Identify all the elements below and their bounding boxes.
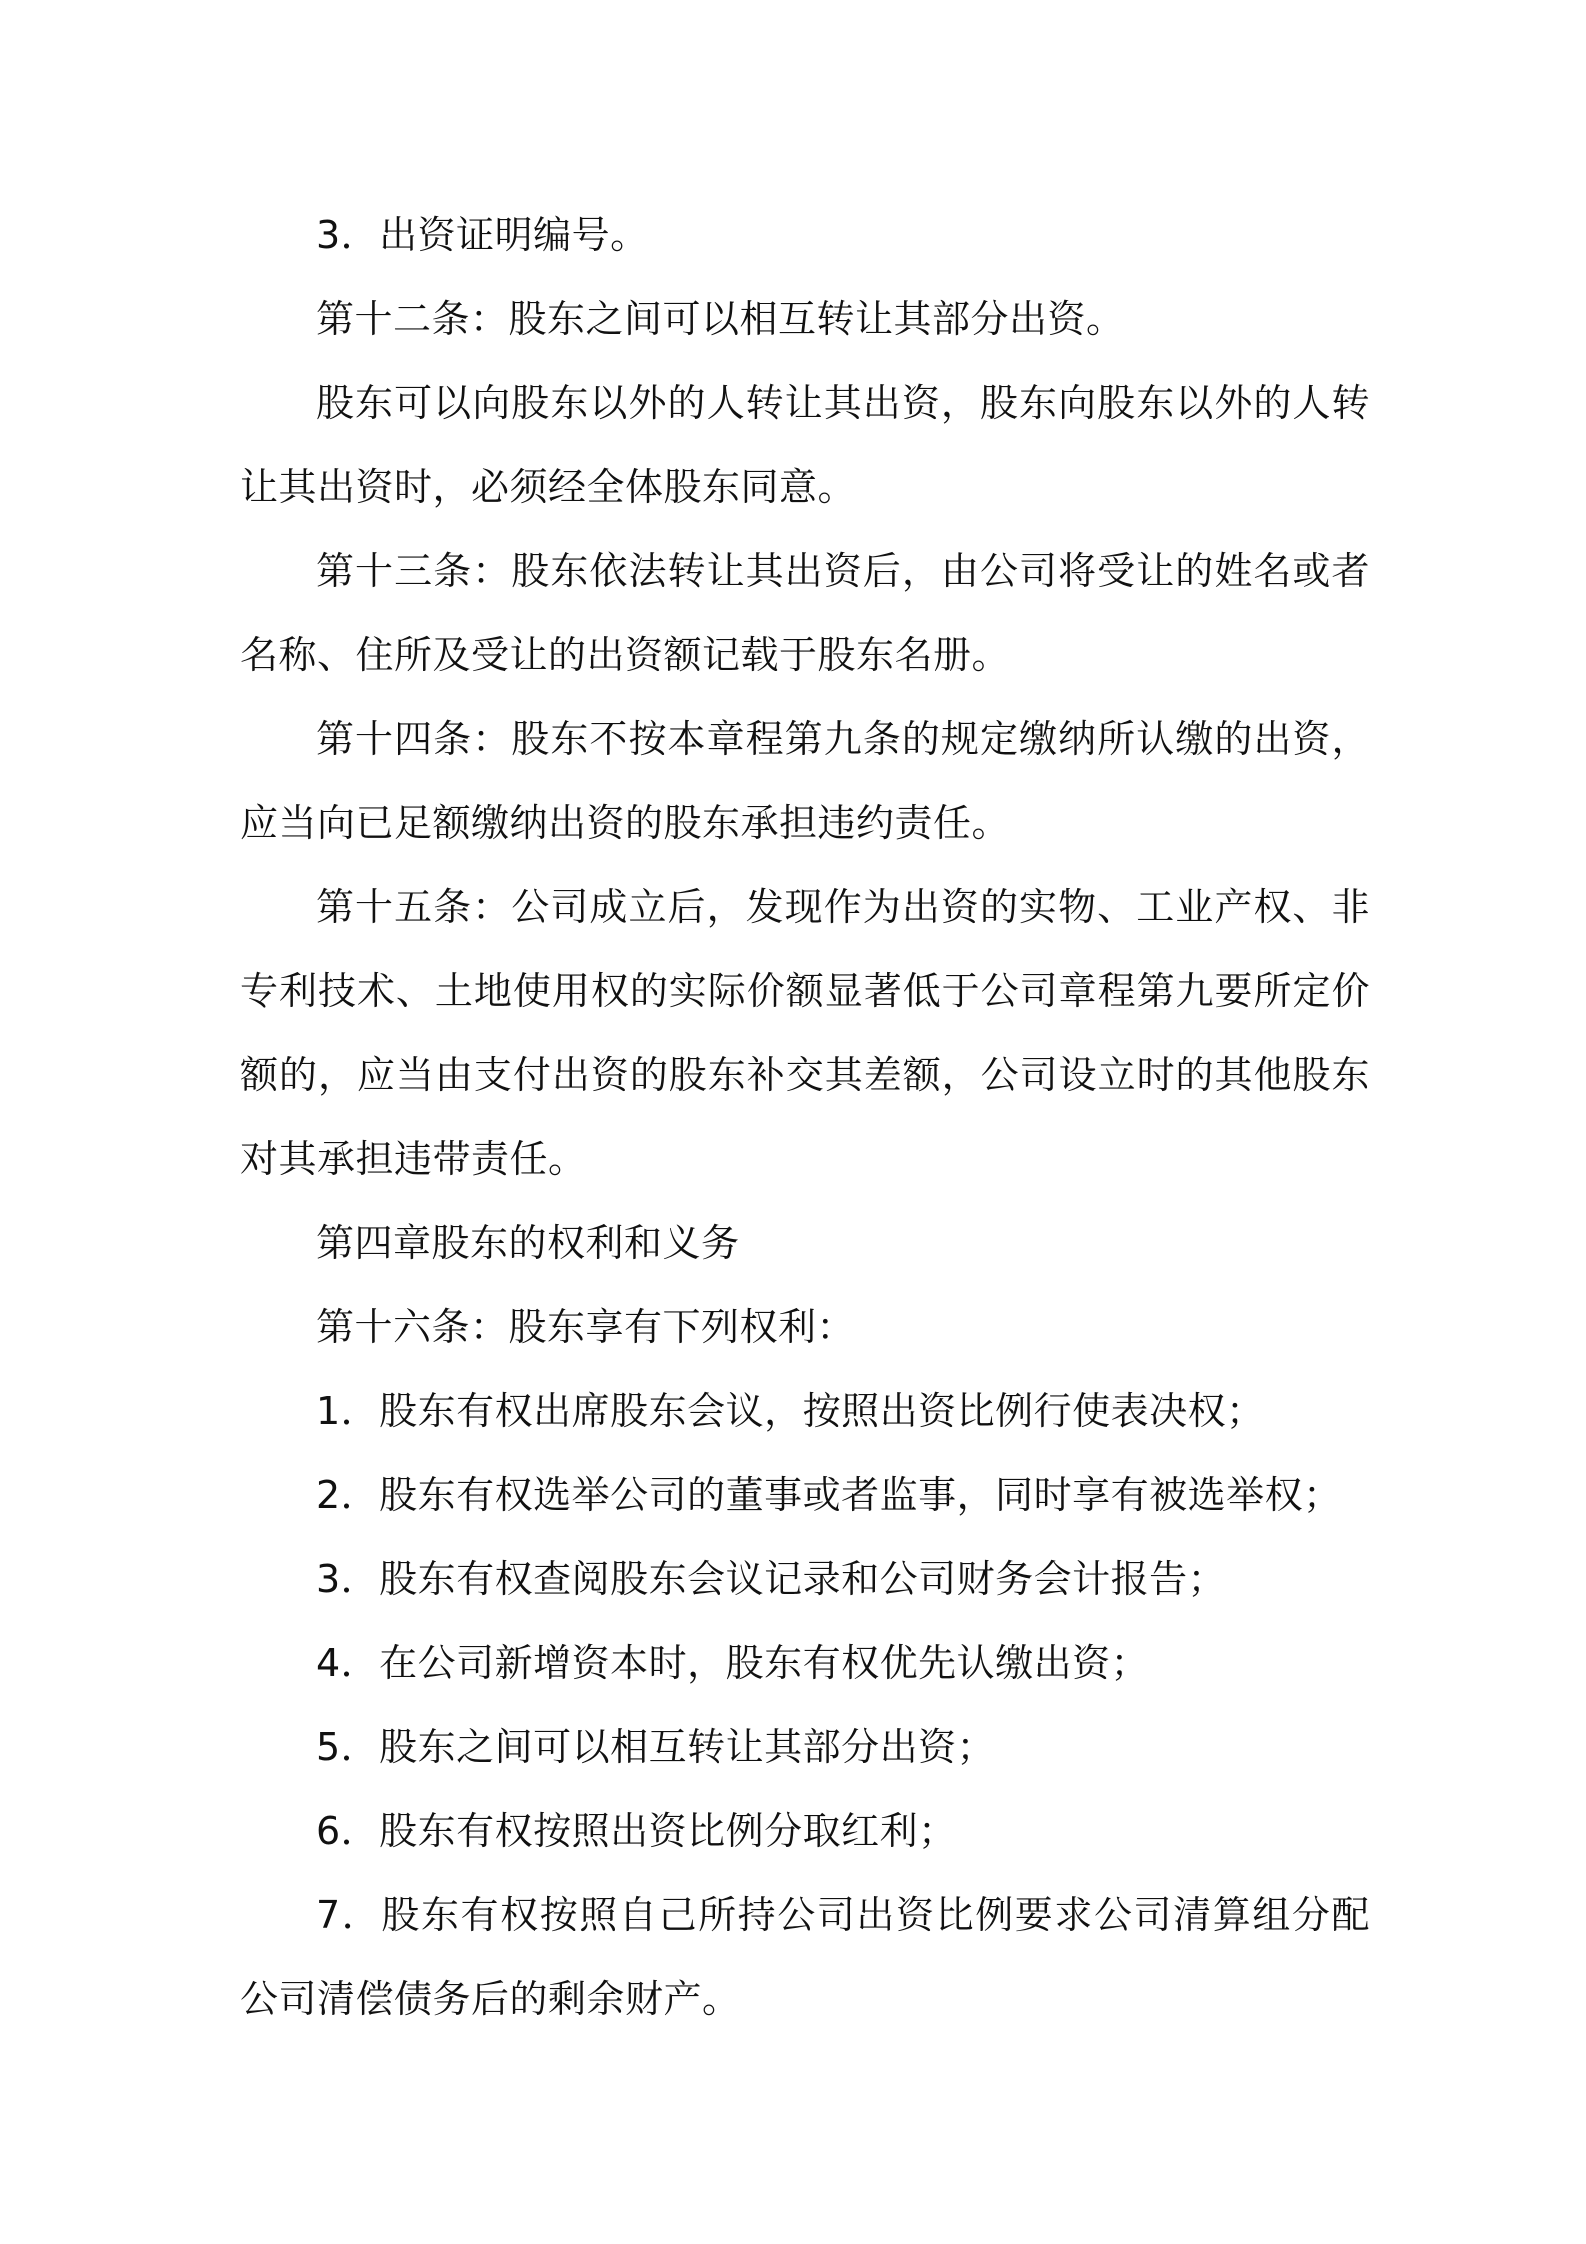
paragraph-article-12: 第十二条：股东之间可以相互转让其部分出资。 bbox=[316, 297, 1125, 341]
paragraph-article-13: 第十三条：股东依法转让其出资后，由公司将受让的姓名或者名称、住所及受让的出资额记载于股东名册。 bbox=[240, 549, 1370, 677]
list-item-right-3: 3．股东有权查阅股东会议记录和公司财务会计报告； bbox=[316, 1557, 1227, 1601]
list-item-right-6: 6．股东有权按照出资比例分取红利； bbox=[316, 1809, 957, 1853]
list-item-right-2: 2．股东有权选举公司的董事或者监事，同时享有被选举权； bbox=[316, 1473, 1342, 1517]
chapter-heading: 第四章股东的权利和义务 bbox=[316, 1221, 740, 1265]
list-item-right-5: 5．股东之间可以相互转让其部分出资； bbox=[316, 1725, 996, 1769]
list-item-right-7: 7．股东有权按照自己所持公司出资比例要求公司清算组分配公司清偿债务后的剩余财产。 bbox=[240, 1893, 1370, 2021]
paragraph-article-16: 第十六条：股东享有下列权利： bbox=[316, 1305, 856, 1349]
paragraph-article-15: 第十五条：公司成立后，发现作为出资的实物、工业产权、非专利技术、土地使用权的实际价额显著低于公司章程第九要所定价额的，应当由支付出资的股东补交其差额，公司设立时的其他股东对其承担违带责任。 bbox=[240, 885, 1370, 1181]
paragraph-item-3-certificate-number: 3．出资证明编号。 bbox=[316, 213, 649, 257]
document-body bbox=[240, 193, 1370, 2041]
list-item-right-4: 4．在公司新增资本时，股东有权优先认缴出资； bbox=[316, 1641, 1150, 1685]
paragraph-article-14: 第十四条：股东不按本章程第九条的规定缴纳所认缴的出资，应当向已足额缴纳出资的股东承担违约责任。 bbox=[240, 717, 1370, 845]
paragraph-transfer-outside: 股东可以向股东以外的人转让其出资，股东向股东以外的人转让其出资时，必须经全体股东同意。 bbox=[240, 381, 1370, 509]
list-item-right-1: 1．股东有权出席股东会议，按照出资比例行使表决权； bbox=[316, 1389, 1265, 1433]
